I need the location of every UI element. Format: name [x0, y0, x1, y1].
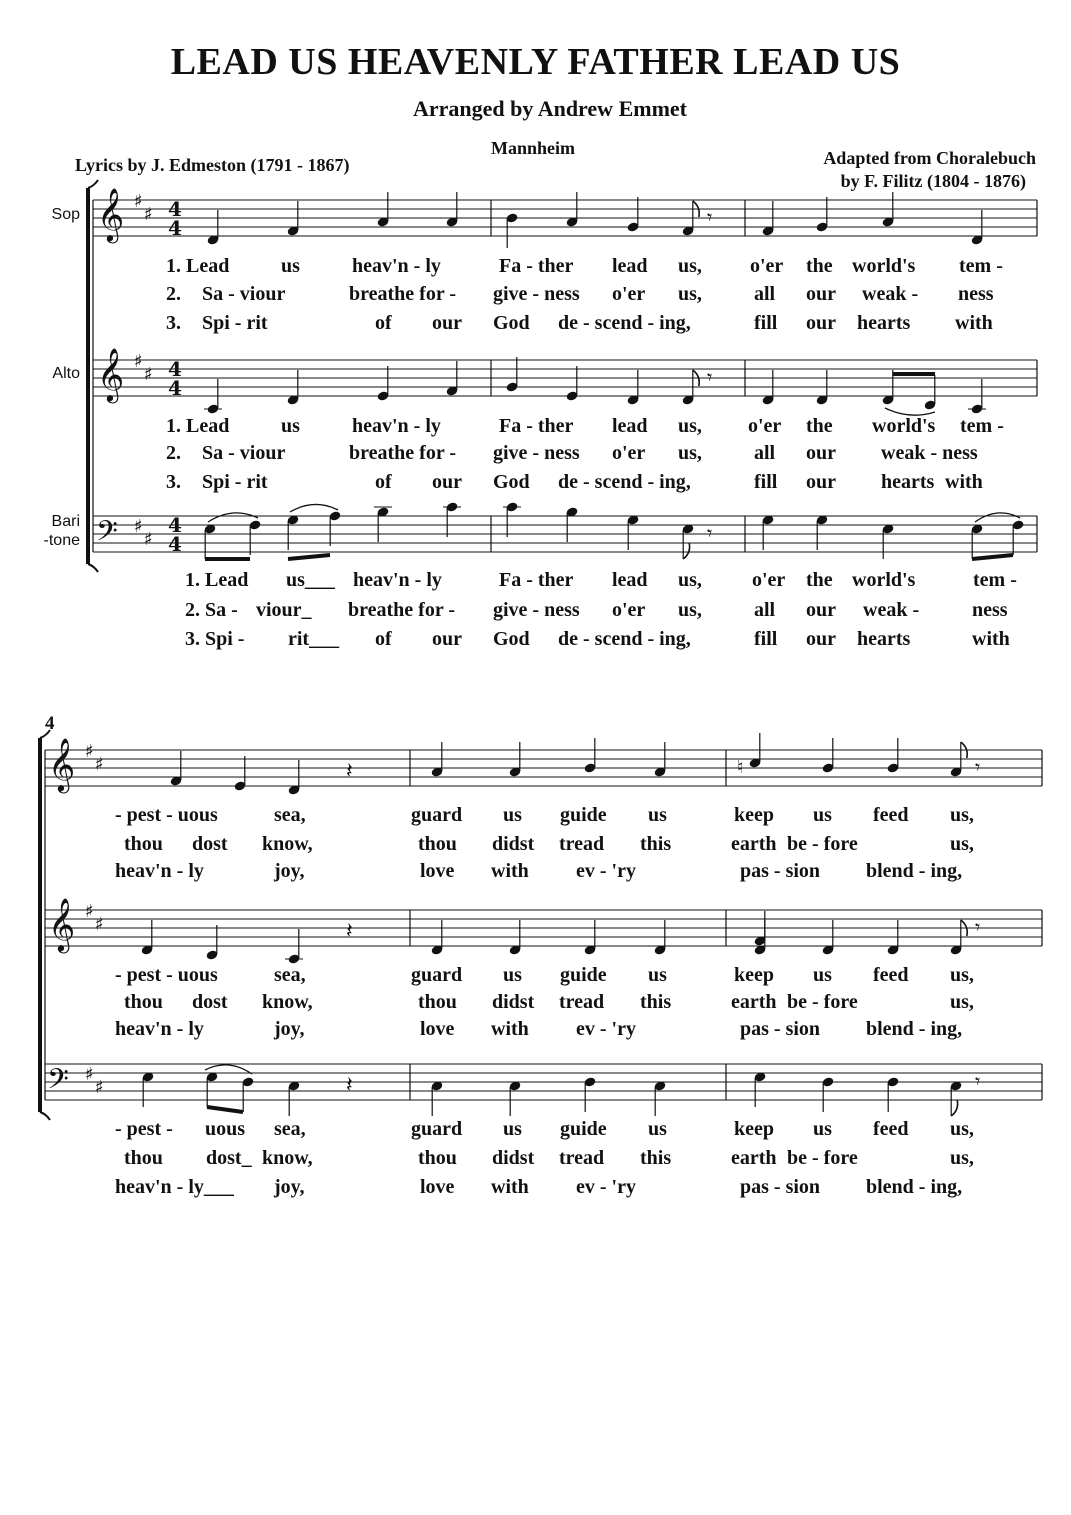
eighth-rest: 𝄾 [975, 1069, 981, 1093]
lyric-alto-verse1: the [806, 415, 833, 437]
lyric-baritone-verse3: God [493, 628, 530, 650]
lyric-soprano-verse1: us [813, 804, 832, 826]
time-signature-bottom: 4 [168, 376, 182, 400]
lyric-soprano-verse2: us, [678, 283, 702, 305]
lyric-baritone-verse1: Fa - ther [499, 569, 574, 591]
lyric-soprano-verse3: fill [754, 312, 778, 334]
key-sharp-icon: ♯ [95, 754, 104, 775]
lyric-baritone-verse1: guard [411, 1118, 463, 1140]
slur [208, 513, 258, 522]
lyric-alto-verse3: hearts [881, 471, 935, 493]
lyric-soprano-verse2: our [806, 283, 836, 305]
bass-clef-icon: 𝄢 [47, 1063, 69, 1103]
lyric-soprano-verse3: hearts [857, 312, 911, 334]
lyric-alto-verse2: dost [192, 991, 228, 1013]
lyric-soprano-verse3: ev - 'ry [576, 860, 636, 882]
lyric-alto-verse2: be - fore [787, 991, 858, 1013]
lyric-soprano-verse1: heav'n - ly [352, 255, 441, 277]
instrument-label-baritone-2: -tone [43, 532, 80, 549]
lyric-baritone-verse3: blend - ing, [866, 1176, 963, 1198]
lyric-baritone-verse1: tem - [973, 569, 1017, 591]
lyric-alto-verse3: our [432, 471, 462, 493]
lyric-alto-verse3: love [420, 1018, 455, 1040]
lyric-soprano-verse1: guide [560, 804, 607, 826]
lyric-baritone-verse1: heav'n - ly [353, 569, 442, 591]
lyric-baritone-verse3: with [972, 628, 1010, 650]
time-signature-top: 4 [168, 197, 182, 221]
key-sharp-icon: ♯ [85, 901, 94, 922]
lyric-alto-verse3: our [806, 471, 836, 493]
lyric-baritone-verse2: give - ness [493, 599, 580, 621]
lyric-alto-verse1: world's [872, 415, 936, 437]
lyric-alto-verse1: sea, [274, 964, 306, 986]
lyric-alto-verse2: Sa - viour [202, 442, 286, 464]
lyric-alto-verse2: thou [418, 991, 457, 1013]
instrument-label-soprano: Sop [51, 206, 80, 223]
lyric-soprano-verse1: us [503, 804, 522, 826]
lyric-soprano-verse1: o'er [750, 255, 784, 277]
lyric-soprano-verse1: lead [612, 255, 648, 277]
lyric-alto-verse1: tem - [960, 415, 1004, 437]
lyric-baritone-verse1: us [813, 1118, 832, 1140]
lyric-soprano-verse3: with [955, 312, 993, 334]
instrument-label-alto: Alto [52, 365, 80, 382]
lyric-baritone-verse2: us, [678, 599, 702, 621]
eighth-rest: 𝄾 [975, 915, 981, 939]
slur [290, 504, 338, 512]
lyric-alto-verse3: of [375, 471, 392, 493]
lyric-soprano-verse2: o'er [612, 283, 646, 305]
quarter-rest: 𝄽 [346, 1073, 353, 1098]
lyric-baritone-verse3: joy, [274, 1176, 305, 1198]
lyric-soprano-verse2: tread [559, 833, 605, 855]
lyric-soprano-verse2: weak - [862, 283, 919, 305]
lyric-soprano-verse3: Spi - rit [202, 312, 268, 334]
lyric-baritone-verse3: our [432, 628, 462, 650]
lyric-soprano-verse2: us, [950, 833, 974, 855]
lyric-baritone-verse2: didst [492, 1147, 535, 1169]
lyric-alto-verse3: de - scend - ing, [558, 471, 691, 493]
lyric-alto-verse2: 2. [166, 442, 181, 464]
lyric-soprano-verse1: Fa - ther [499, 255, 574, 277]
key-sharp-icon: ♯ [134, 351, 143, 372]
lyric-alto-verse3: ev - 'ry [576, 1018, 636, 1040]
key-sharp-icon: ♯ [134, 191, 143, 212]
lyric-baritone-verse1: sea, [274, 1118, 306, 1140]
lyric-soprano-verse2: earth [731, 833, 777, 855]
eighth-rest: 𝄾 [707, 205, 713, 229]
lyric-baritone-verse3: fill [754, 628, 778, 650]
lyric-alto-verse2: give - ness [493, 442, 580, 464]
lyric-alto-verse3: heav'n - ly [115, 1018, 204, 1040]
lyric-soprano-verse3: with [491, 860, 529, 882]
lyric-baritone-verse1: world's [852, 569, 916, 591]
lyric-baritone-verse2: dost_ [206, 1147, 252, 1169]
lyric-baritone-verse1: guide [560, 1118, 607, 1140]
lyric-soprano-verse2: all [754, 283, 776, 305]
lyricist-credit: Lyrics by J. Edmeston (1791 - 1867) [75, 155, 350, 175]
lyric-baritone-verse2: viour_ [256, 599, 312, 621]
time-signature-bottom: 4 [168, 532, 182, 556]
source-credit-line2: by F. Filitz (1804 - 1876) [840, 171, 1026, 191]
lyric-soprano-verse1: keep [734, 804, 774, 826]
lyric-baritone-verse3: de - scend - ing, [558, 628, 691, 650]
lyric-baritone-verse3: 3. Spi - [185, 628, 245, 650]
treble-clef-icon: 𝄞 [97, 187, 125, 241]
note-beam [288, 555, 330, 559]
lyric-soprano-verse3: 3. [166, 312, 181, 334]
key-sharp-icon: ♯ [144, 204, 153, 225]
lyric-soprano-verse1: - pest - uous [115, 804, 218, 826]
lyric-soprano-verse2: 2. [166, 283, 181, 305]
lyric-soprano-verse2: ness [958, 283, 994, 305]
lyric-baritone-verse2: be - fore [787, 1147, 858, 1169]
lyric-baritone-verse2: our [806, 599, 836, 621]
note-flag [683, 543, 689, 559]
lyric-baritone-verse2: earth [731, 1147, 777, 1169]
eighth-rest: 𝄾 [707, 365, 713, 389]
key-sharp-icon: ♯ [85, 1064, 94, 1085]
treble-clef-icon: 𝄞 [48, 897, 76, 951]
lyric-soprano-verse2: give - ness [493, 283, 580, 305]
lyric-soprano-verse3: love [420, 860, 455, 882]
note-beam [207, 1107, 243, 1112]
key-sharp-icon: ♯ [95, 914, 104, 935]
lyric-alto-verse3: with [945, 471, 983, 493]
lyric-baritone-verse3: love [420, 1176, 455, 1198]
treble-clef-icon: 𝄞 [48, 737, 76, 791]
lyric-alto-verse2: earth [731, 991, 777, 1013]
lyric-soprano-verse1: sea, [274, 804, 306, 826]
lyric-soprano-verse2: thou [418, 833, 457, 855]
lyric-soprano-verse1: feed [873, 804, 909, 826]
lyric-baritone-verse1: us, [678, 569, 702, 591]
lyric-baritone-verse2: this [640, 1147, 672, 1169]
lyric-soprano-verse2: dost [192, 833, 228, 855]
lyric-alto-verse2: our [806, 442, 836, 464]
lyric-baritone-verse1: us [503, 1118, 522, 1140]
lyric-soprano-verse1: tem - [959, 255, 1003, 277]
lyric-baritone-verse2: thou [124, 1147, 163, 1169]
lyric-alto-verse1: 1. Lead [166, 415, 230, 437]
lyric-soprano-verse2: didst [492, 833, 535, 855]
lyric-baritone-verse2: know, [262, 1147, 313, 1169]
quarter-rest: 𝄽 [346, 759, 353, 784]
arranger-credit: Arranged by Andrew Emmet [413, 96, 687, 121]
lyric-alto-verse1: o'er [748, 415, 782, 437]
lyric-alto-verse1: guide [560, 964, 607, 986]
bass-clef-icon: 𝄢 [96, 515, 118, 555]
lyric-baritone-verse1: the [806, 569, 833, 591]
lyric-baritone-verse2: ness [972, 599, 1008, 621]
tune-name: Mannheim [491, 138, 576, 158]
lyric-soprano-verse3: blend - ing, [866, 860, 963, 882]
lyric-alto-verse1: us [503, 964, 522, 986]
lyric-alto-verse3: with [491, 1018, 529, 1040]
bracket2-bottom [40, 1112, 50, 1120]
lyric-baritone-verse2: o'er [612, 599, 646, 621]
lyric-soprano-verse1: us [648, 804, 667, 826]
lyric-baritone-verse1: o'er [752, 569, 786, 591]
lyric-alto-verse1: us, [678, 415, 702, 437]
lyric-alto-verse1: us, [950, 964, 974, 986]
lyric-baritone-verse2: weak - [863, 599, 920, 621]
treble-clef-icon: 𝄞 [97, 347, 125, 401]
lyric-alto-verse2: us, [950, 991, 974, 1013]
lyric-alto-verse1: Fa - ther [499, 415, 574, 437]
lyric-baritone-verse1: us___ [286, 569, 335, 591]
lyric-alto-verse2: us, [678, 442, 702, 464]
lyric-baritone-verse1: feed [873, 1118, 909, 1140]
natural-accidental-icon: ♮ [737, 757, 744, 778]
lyric-alto-verse3: God [493, 471, 530, 493]
lyric-alto-verse2: weak - ness [881, 442, 978, 464]
lyric-alto-verse1: us [281, 415, 300, 437]
slur [975, 513, 1020, 522]
key-sharp-icon: ♯ [144, 364, 153, 385]
lyric-baritone-verse2: 2. Sa - [185, 599, 238, 621]
page-title: LEAD US HEAVENLY FATHER LEAD US [170, 41, 901, 83]
lyric-baritone-verse1: keep [734, 1118, 774, 1140]
lyric-soprano-verse3: de - scend - ing, [558, 312, 691, 334]
lyric-alto-verse3: Spi - rit [202, 471, 268, 493]
instrument-label-baritone-1: Bari [51, 513, 80, 530]
lyric-alto-verse3: 3. [166, 471, 181, 493]
lyric-soprano-verse2: be - fore [787, 833, 858, 855]
lyric-baritone-verse3: rit___ [288, 628, 340, 650]
lyric-baritone-verse3: our [806, 628, 836, 650]
lyric-baritone-verse2: breathe for - [348, 599, 456, 621]
lyric-alto-verse3: joy, [274, 1018, 305, 1040]
lyric-alto-verse1: us [648, 964, 667, 986]
eighth-rest: 𝄾 [975, 755, 981, 779]
lyric-soprano-verse2: know, [262, 833, 313, 855]
lyric-alto-verse3: blend - ing, [866, 1018, 963, 1040]
lyric-soprano-verse3: our [806, 312, 836, 334]
key-sharp-icon: ♯ [134, 516, 143, 537]
time-signature-top: 4 [168, 357, 182, 381]
time-signature-bottom: 4 [168, 216, 182, 240]
lyric-soprano-verse1: world's [852, 255, 916, 277]
bracket-bottom [88, 564, 98, 572]
lyric-baritone-verse1: - pest - [115, 1118, 173, 1140]
eighth-rest: 𝄾 [707, 521, 713, 545]
key-sharp-icon: ♯ [95, 1077, 104, 1098]
lyric-soprano-verse3: heav'n - ly [115, 860, 204, 882]
lyric-baritone-verse3: pas - sion [740, 1176, 821, 1198]
lyric-soprano-verse2: breathe for - [349, 283, 457, 305]
lyric-soprano-verse2: thou [124, 833, 163, 855]
lyric-alto-verse2: breathe for - [349, 442, 457, 464]
lyric-alto-verse1: us [813, 964, 832, 986]
lyric-soprano-verse3: God [493, 312, 530, 334]
lyric-baritone-verse1: us [648, 1118, 667, 1140]
lyric-baritone-verse2: tread [559, 1147, 605, 1169]
key-sharp-icon: ♯ [144, 529, 153, 550]
lyric-baritone-verse3: ev - 'ry [576, 1176, 636, 1198]
key-sharp-icon: ♯ [85, 741, 94, 762]
lyric-soprano-verse3: our [432, 312, 462, 334]
measure-number: 4 [45, 713, 55, 734]
lyric-soprano-verse1: us [281, 255, 300, 277]
lyric-baritone-verse3: with [491, 1176, 529, 1198]
lyric-alto-verse1: guard [411, 964, 463, 986]
lyric-alto-verse3: fill [754, 471, 778, 493]
lyric-alto-verse1: feed [873, 964, 909, 986]
lyric-baritone-verse3: heav'n - ly___ [115, 1176, 234, 1198]
lyric-baritone-verse3: hearts [857, 628, 911, 650]
lyric-soprano-verse1: guard [411, 804, 463, 826]
lyric-soprano-verse1: us, [950, 804, 974, 826]
note-beam [972, 555, 1013, 559]
lyric-soprano-verse3: of [375, 312, 392, 334]
lyric-soprano-verse3: joy, [274, 860, 305, 882]
lyric-alto-verse2: know, [262, 991, 313, 1013]
lyric-soprano-verse1: 1. Lead [166, 255, 230, 277]
lyric-alto-verse2: thou [124, 991, 163, 1013]
lyric-soprano-verse2: Sa - viour [202, 283, 286, 305]
lyric-baritone-verse1: lead [612, 569, 648, 591]
quarter-rest: 𝄽 [346, 919, 353, 944]
lyric-alto-verse2: o'er [612, 442, 646, 464]
source-credit-line1: Adapted from Choralebuch [823, 148, 1036, 168]
lyric-alto-verse2: this [640, 991, 672, 1013]
lyric-alto-verse2: tread [559, 991, 605, 1013]
lyric-baritone-verse1: 1. Lead [185, 569, 249, 591]
lyric-alto-verse2: all [754, 442, 776, 464]
lyric-soprano-verse1: us, [678, 255, 702, 277]
lyric-baritone-verse1: uous [205, 1118, 246, 1140]
lyric-alto-verse1: heav'n - ly [352, 415, 441, 437]
lyric-soprano-verse1: the [806, 255, 833, 277]
lyric-baritone-verse1: us, [950, 1118, 974, 1140]
lyric-soprano-verse2: this [640, 833, 672, 855]
lyric-alto-verse3: pas - sion [740, 1018, 821, 1040]
note-flag [951, 1100, 957, 1116]
lyric-alto-verse1: lead [612, 415, 648, 437]
lyric-baritone-verse3: of [375, 628, 392, 650]
time-signature-top: 4 [168, 513, 182, 537]
lyric-alto-verse1: - pest - uous [115, 964, 218, 986]
lyric-baritone-verse2: us, [950, 1147, 974, 1169]
lyric-baritone-verse2: thou [418, 1147, 457, 1169]
lyric-soprano-verse3: pas - sion [740, 860, 821, 882]
lyric-alto-verse2: didst [492, 991, 535, 1013]
lyric-baritone-verse2: all [754, 599, 776, 621]
lyric-alto-verse1: keep [734, 964, 774, 986]
